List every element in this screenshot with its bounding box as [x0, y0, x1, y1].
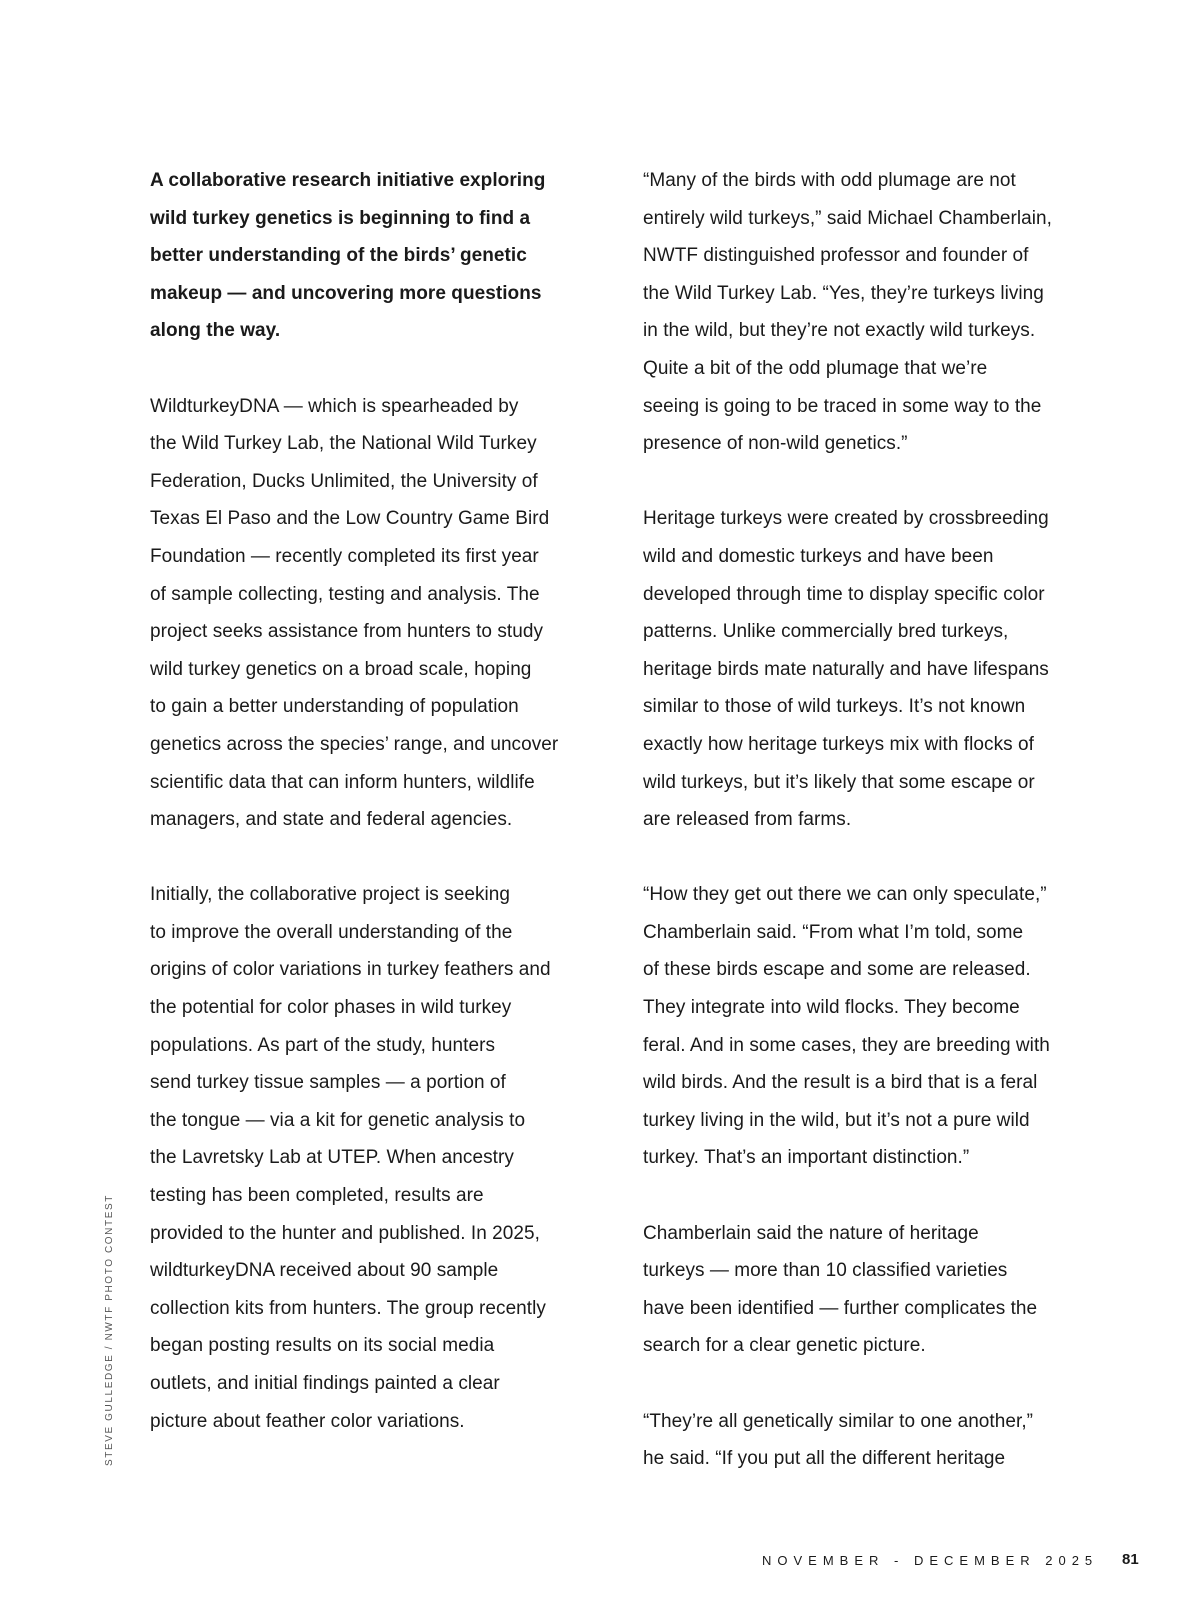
text-line: turkey living in the wild, but it’s not a pure wild: [643, 1109, 1030, 1131]
body-paragraph: [643, 1403, 1093, 1478]
text-line: A collaborative research initiative exploring: [150, 170, 546, 191]
text-line: WildturkeyDNA — which is spearheaded by: [150, 395, 519, 417]
text-line: testing has been completed, results are: [150, 1185, 484, 1207]
lede-paragraph: [150, 162, 602, 350]
text-line: “They’re all genetically similar to one another,”: [643, 1410, 1034, 1432]
text-line: of sample collecting, testing and analysis. The: [150, 583, 540, 605]
body-paragraph: [643, 876, 1093, 1177]
text-line: scientific data that can inform hunters, wildlife: [150, 771, 535, 793]
text-line: in the wild, but they’re not exactly wild turkeys.: [643, 320, 1036, 342]
text-line: the Wild Turkey Lab. “Yes, they’re turkeys living: [643, 282, 1044, 304]
text-line: wild turkey genetics is beginning to find a: [150, 207, 531, 229]
text-line: “How they get out there we can only speculate,”: [643, 884, 1047, 906]
text-line: presence of non-wild genetics.”: [643, 433, 908, 455]
text-line: have been identified — further complicates the: [643, 1297, 1038, 1319]
text-line: NWTF distinguished professor and founder of: [643, 245, 1029, 267]
right-column: [643, 162, 1093, 1515]
text-line: search for a clear genetic picture.: [643, 1335, 926, 1357]
text-line: he said. “If you put all the different heritage: [643, 1448, 1006, 1470]
text-line: the Lavretsky Lab at UTEP. When ancestry: [150, 1147, 514, 1169]
body-paragraph: [643, 500, 1093, 838]
left-column: [150, 162, 602, 1478]
body-paragraph: [643, 1215, 1093, 1365]
text-line: Chamberlain said the nature of heritage: [643, 1222, 979, 1244]
text-line: picture about feather color variations.: [150, 1410, 465, 1432]
text-line: outlets, and initial findings painted a clear: [150, 1373, 500, 1394]
text-line: exactly how heritage turkeys mix with flocks of: [643, 733, 1034, 755]
text-line: wildturkeyDNA received about 90 sample: [150, 1260, 499, 1282]
footer-issue-date: NOVEMBER - DECEMBER 2025: [762, 1553, 1099, 1568]
text-line: They integrate into wild flocks. They become: [643, 997, 1020, 1019]
text-line: patterns. Unlike commercially bred turkeys,: [643, 621, 1009, 643]
text-line: genetics across the species’ range, and uncover: [150, 733, 559, 755]
text-line: entirely wild turkeys,” said Michael Chamberlain,: [643, 207, 1052, 229]
text-line: seeing is going to be traced in some way to the: [643, 395, 1042, 417]
text-line: wild birds. And the result is a bird that is a feral: [643, 1072, 1038, 1094]
text-line: Chamberlain said. “From what I’m told, some: [643, 921, 1024, 943]
text-line: to improve the overall understanding of the: [150, 921, 513, 943]
text-line: the tongue — via a kit for genetic analysis to: [150, 1109, 526, 1131]
text-line: origins of color variations in turkey feathers and: [150, 959, 551, 981]
photo-credit: STEVE GULLEDGE / NWTF PHOTO CONTEST: [104, 1194, 115, 1466]
text-line: of these birds escape and some are released.: [643, 959, 1031, 981]
text-line: makeup — and uncovering more questions: [150, 282, 542, 304]
text-line: wild turkey genetics on a broad scale, hoping: [150, 658, 532, 680]
body-paragraph: [150, 876, 602, 1440]
text-line: began posting results on its social media: [150, 1335, 495, 1357]
text-line: “Many of the birds with odd plumage are not: [643, 170, 1016, 191]
text-line: heritage birds mate naturally and have lifespans: [643, 658, 1049, 680]
text-line: similar to those of wild turkeys. It’s not known: [643, 696, 1026, 718]
page-number: 81: [1122, 1551, 1139, 1568]
text-line: send turkey tissue samples — a portion of: [150, 1072, 506, 1094]
text-line: wild and domestic turkeys and have been: [643, 545, 994, 567]
text-line: along the way.: [150, 320, 281, 342]
text-line: populations. As part of the study, hunters: [150, 1034, 496, 1056]
text-line: turkey. That’s an important distinction.”: [643, 1147, 970, 1169]
text-line: project seeks assistance from hunters to study: [150, 621, 544, 643]
text-line: turkeys — more than 10 classified varieties: [643, 1260, 1008, 1282]
text-line: provided to the hunter and published. In 2025,: [150, 1222, 540, 1244]
text-line: Federation, Ducks Unlimited, the University of: [150, 470, 538, 492]
text-line: Heritage turkeys were created by crossbreeding: [643, 508, 1049, 530]
text-line: Quite a bit of the odd plumage that we’re: [643, 357, 988, 379]
text-line: managers, and state and federal agencies.: [150, 809, 513, 831]
body-paragraph: [150, 388, 602, 839]
text-line: Initially, the collaborative project is seeking: [150, 884, 511, 906]
body-paragraph: [643, 162, 1093, 463]
text-line: Texas El Paso and the Low Country Game Bird: [150, 508, 550, 530]
text-line: are released from farms.: [643, 809, 852, 831]
text-line: wild turkeys, but it’s likely that some escape or: [643, 771, 1035, 793]
text-line: collection kits from hunters. The group recently: [150, 1297, 546, 1319]
text-line: developed through time to display specific color: [643, 583, 1045, 605]
text-line: Foundation — recently completed its first year: [150, 545, 539, 567]
text-line: better understanding of the birds’ genetic: [150, 245, 527, 267]
text-line: the Wild Turkey Lab, the National Wild Turkey: [150, 433, 537, 455]
text-line: feral. And in some cases, they are breeding with: [643, 1034, 1050, 1056]
text-line: the potential for color phases in wild turkey: [150, 997, 512, 1019]
text-line: to gain a better understanding of population: [150, 696, 519, 718]
